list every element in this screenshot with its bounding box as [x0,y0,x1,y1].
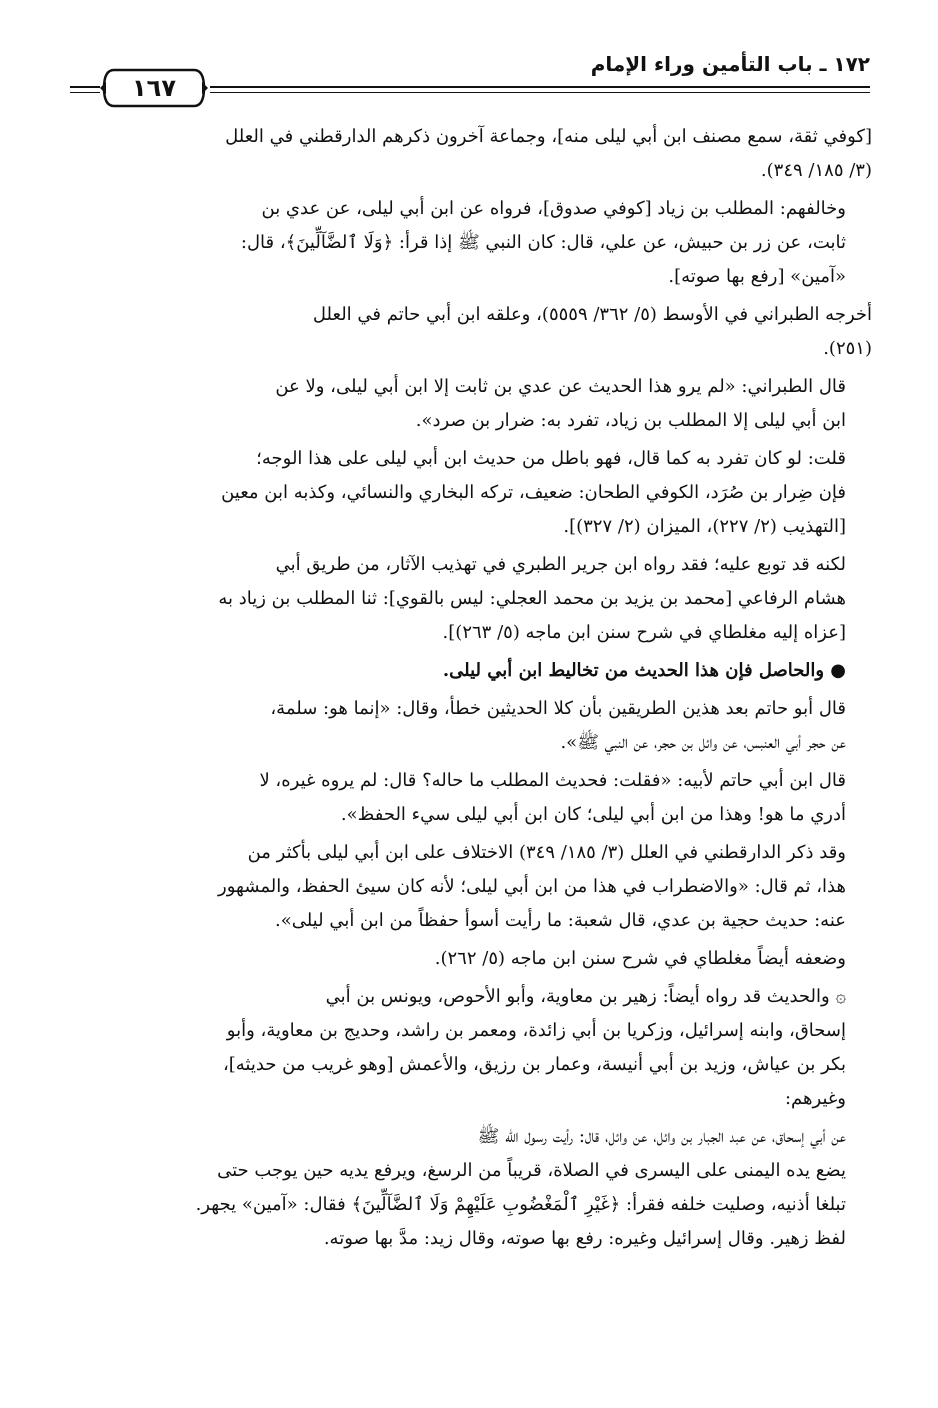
paragraph [66,1120,872,1256]
text-line: «آمين» [رفع بها صوته]. [668,266,846,287]
text-line: ● والحاصل فإن هذا الحديث من تخاليط ابن أبي ليلى. [442,660,846,681]
paragraph [66,548,872,650]
text-line: إسحاق، وابنه إسرائيل، وزكريا بن أبي زائدة، ومعمر بن راشد، وحديج بن معاوية، وأبو [226,1020,846,1041]
text-line: أدري ما هو! وهذا من ابن أبي ليلى؛ كان ابن أبي ليلى سيء الحفظ». [340,804,846,825]
text-line: ابن أبي ليلى إلا المطلب بن زياد، تفرد به: ضرار بن صرد». [415,410,846,431]
paragraph [66,192,872,294]
text-line: عن أبي إسحاق، عن عبد الجبار بن وائل، عن وائل، قال: رأيت رسول الله ﷺ [477,1126,846,1147]
paragraph [66,298,872,366]
text-line: فإن ضِرار بن صُرَد، الكوفي الطحان: ضعيف، تركه البخاري والنسائي، وكذبه ابن معين [221,482,846,503]
text-line: وخالفهم: المطلب بن زياد [كوفي صدوق]، فرواه عن ابن أبي ليلى، عن عدي بن [261,198,846,219]
text-line: لكنه قد توبع عليه؛ فقد رواه ابن جرير الطبري في تهذيب الآثار، من طريق أبي [275,554,846,575]
text-line: أخرجه الطبراني في الأوسط (٥/ ٣٦٢/ ٥٥٥٩)، وعلقه ابن أبي حاتم في العلل [312,304,872,325]
text-line: هشام الرفاعي [محمد بن يزيد بن محمد العجلي: ليس بالقوي]: ثنا المطلب بن زياد به [218,588,846,609]
text-line: [كوفي ثقة، سمع مصنف ابن أبي ليلى منه]، وجماعة آخرون ذكرهم الدارقطني في العلل [225,126,872,147]
paragraph [66,764,872,832]
text-line: وقد ذكر الدارقطني في العلل (٣/ ١٨٥/ ٣٤٩) الاختلاف على ابن أبي ليلى بأكثر من [247,842,846,863]
paragraph [66,942,872,976]
text-line: قال أبو حاتم بعد هذين الطريقين بأن كلا الحديثين خطأ، وقال: «إنما هو: سلمة، [270,698,846,719]
paragraph [66,370,872,438]
header-rule-bottom [210,92,870,93]
text-line: يضع يده اليمنى على اليسرى في الصلاة، قريباً من الرسغ، ويرفع يديه حين يوجب حتى [217,1160,846,1181]
text-line: هذا، ثم قال: «والاضطراب في هذا من ابن أبي ليلى؛ لأنه كان سيئ الحفظ، والمشهور [218,876,846,897]
paragraph [66,442,872,544]
header-rule-left-bottom [70,92,100,93]
paragraph [66,654,872,688]
text-line: وضعفه أيضاً مغلطاي في شرح سنن ابن ماجه (٥/ ٢٦٢). [434,948,846,969]
text-line: [عزاه إليه مغلطاي في شرح سنن ابن ماجه (٥/ ٢٦٣)]. [442,622,846,643]
page-number: ١٦٧ [132,74,176,102]
page-number-ornament [100,66,208,110]
text-line: قال الطبراني: «لم يرو هذا الحديث عن عدي بن ثابت إلا ابن أبي ليلى، ولا عن [275,376,846,397]
text-line: بكر بن عياش، وزيد بن أبي أنيسة، وعمار بن رزيق، والأعمش [وهو غريب من حديثه]، [222,1054,846,1075]
text-line: (٢٥١). [823,338,872,359]
text-line: (٣/ ١٨٥/ ٣٤٩). [760,160,872,181]
paragraph [66,692,872,760]
page-header [70,40,870,110]
header-rule-top [210,86,870,88]
text-line: تبلغا أذنيه، وصليت خلفه فقرأ: ﴿غَيْرِ ٱلْمَغْضُوبِ عَلَيْهِمْ وَلَا ٱلضَّآلِّينَ﴾ فقال: «آمين» يجهر. [195,1194,846,1215]
text-line: وغيرهم: [784,1088,846,1109]
text-line: [التهذيب (٢/ ٢٢٧)، الميزان (٢/ ٣٢٧)]. [563,516,846,537]
text-line: قال ابن أبي حاتم لأبيه: «فقلت: فحديث المطلب ما حاله؟ قال: لم يروه غيره، لا [259,770,846,791]
header-rule-left-top [70,86,100,88]
text-line: عنه: حديث حجية بن عدي، قال شعبة: ما رأيت أسوأ حفظاً من ابن أبي ليلى». [274,910,846,931]
paragraph [66,120,872,188]
text-line: لفظ زهير. وقال إسرائيل وغيره: رفع بها صوته، وقال زيد: مدَّ بها صوته. [323,1228,846,1249]
paragraph [66,836,872,938]
text-line: ثابت، عن زر بن حبيش، عن علي، قال: كان النبي ﷺ إذا قرأ: ﴿وَلَا ٱلضَّآلِّينَ﴾، قال: [240,232,846,253]
running-head: ١٧٢ ـ باب التأمين وراء الإمام [590,52,870,76]
text-line: عن حجر أبي العنبس، عن وائل بن حجر، عن النبي ﷺ». [560,732,846,753]
page-body [66,120,872,1260]
text-line: ۞ والحديث قد رواه أيضاً: زهير بن معاوية، وأبو الأحوص، ويونس بن أبي [325,986,846,1007]
text-line: قلت: لو كان تفرد به كما قال، فهو باطل من حديث ابن أبي ليلى على هذا الوجه؛ [256,448,846,469]
paragraph [66,980,872,1116]
